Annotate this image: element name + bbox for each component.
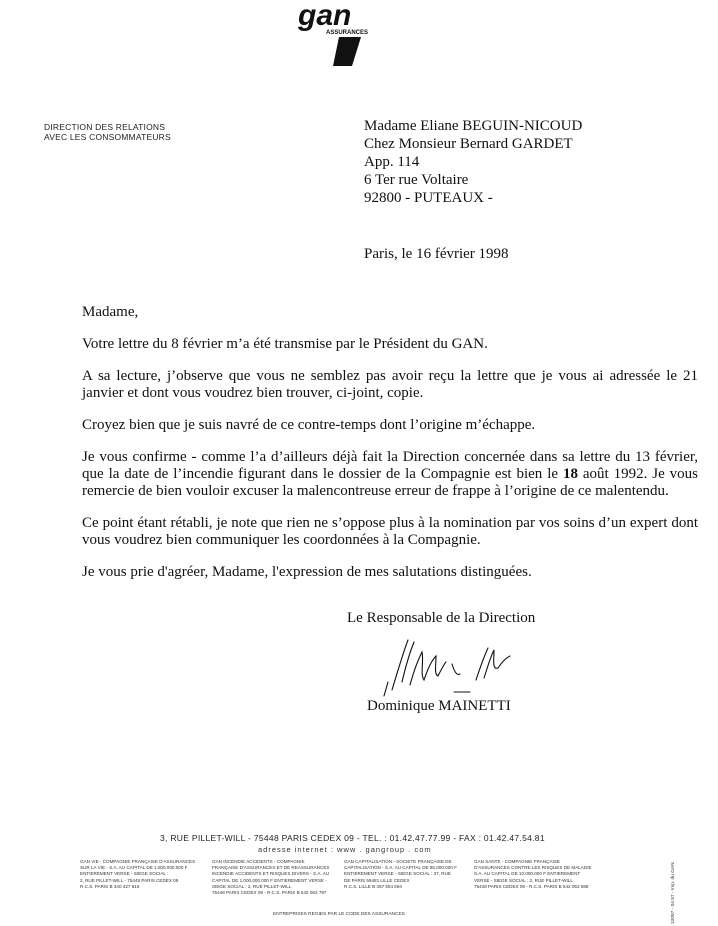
handwritten-signature <box>380 630 520 700</box>
paragraph-4 <box>82 449 698 500</box>
logo-brand: gan <box>298 0 352 32</box>
sender-department <box>44 122 171 142</box>
footer-line: CAPITAL DE 1.000.000.000 F ENTIEREMENT VERSE - <box>212 877 327 883</box>
footer-legal-note: ENTREPRISES REGIES PAR LE CODE DES ASSURANCES <box>273 912 405 917</box>
footer-line: 75448 PARIS CEDEX 09 - R.C.S. PARIS B 542 063 797 <box>212 890 327 896</box>
footer-line: R.C.S. LILLE B 457 504 694 <box>344 883 402 889</box>
footer-line: 75448 PARIS CEDEX 09 - R.C.S. PARIS B 542 063 888 <box>474 883 589 889</box>
recipient-line: App. 114 <box>364 154 420 170</box>
footer-company-gan-sante <box>474 859 594 890</box>
signatory-title: Le Responsable de la Direction <box>347 610 536 626</box>
print-reference-text: 10097 - 04.97 - Imp. du GAN <box>671 862 676 924</box>
closing-formula: Je vous prie d'agréer, Madame, l'expression de mes salutations distinguées. <box>82 564 532 580</box>
signature-drawing <box>380 630 520 700</box>
footer-line: SUR LA VIE - S.A. AU CAPITAL DE 1.000.000.000 F <box>80 865 188 871</box>
footer-line: DE PARIS 59481 LILLE CEDEX <box>344 877 410 883</box>
paragraph-4-end: août 1992. Je vous remercie de bien vouloir excuser la malencontreuse erreur de frappe à l’origine de ce malentendu. <box>82 466 698 499</box>
signatory-name: Dominique MAINETTI <box>367 698 511 714</box>
footer-company-gan-capitalisation <box>344 859 464 890</box>
sender-line-2: AVEC LES CONSOMMATEURS <box>44 132 171 142</box>
paragraph-1: Votre lettre du 8 février m’a été transmise par le Président du GAN. <box>82 336 488 352</box>
footer-line: GAN INCENDIE ACCIDENTS - COMPAGNIE <box>212 859 305 864</box>
letter-date: Paris, le 16 février 1998 <box>364 246 509 262</box>
recipient-line: 92800 - PUTEAUX - <box>364 190 493 206</box>
letter-body <box>82 304 698 596</box>
footer-line: 2, RUE PILLET-WILL - 75448 PARIS CEDEX 09 <box>80 877 179 883</box>
footer-line: VERSE - SIEGE SOCIAL : 2, RUE PILLET-WILL <box>474 877 573 883</box>
footer-line: CAPITALISATION - S.A. AU CAPITAL DE 85.000.000 F <box>344 865 457 871</box>
paragraph-3: Croyez bien que je suis navré de ce contre-temps dont l’origine m’échappe. <box>82 417 536 433</box>
recipient-line: Chez Monsieur Bernard GARDET <box>364 136 573 152</box>
logo-sub: ASSURANCES <box>326 30 369 36</box>
footer-line: FRANÇAISE D'ASSURANCES ET DE REASSURANCES <box>212 865 330 871</box>
paragraph-4-day: 18 <box>562 466 578 482</box>
footer-line: ENTIEREMENT VERSE - SIEGE SOCIAL : 37, RUE <box>344 871 451 877</box>
footer-company-gan-incendie <box>212 859 332 896</box>
footer-line: S.A. AU CAPITAL DE 10.000.000 F ENTIEREMENT <box>474 871 581 877</box>
paragraph-4-start: Je vous confirme - comme l’a d’ailleurs déjà fait la Direction concernée dans sa lettre du 13 février, que la date de l’incendie figurant dans le dossier de la Compagnie est bien le <box>82 449 698 482</box>
footer-company-gan-vie <box>80 859 200 890</box>
footer-line: GAN SANTE - COMPAGNIE FRANÇAISE <box>474 859 560 864</box>
footer-line: SIEGE SOCIAL : 2, RUE PILLET-WILL <box>212 883 292 889</box>
footer-line: GAN CAPITALISATION - SOCIETE FRANÇAISE DE <box>344 859 452 864</box>
footer-line: R.C.S. PARIS B 340 427 616 <box>80 883 140 889</box>
print-reference <box>671 836 681 926</box>
footer-website: adresse internet : www . gangroup . com <box>258 845 432 854</box>
footer-address: 3, RUE PILLET-WILL - 75448 PARIS CEDEX 09 - TEL. : 01.42.47.77.99 - FAX : 01.42.47.54.81 <box>160 833 545 843</box>
footer-line: GAN VIE - COMPAGNIE FRANÇAISE D'ASSURANCES <box>80 859 196 864</box>
footer-line: ENTIEREMENT VERSE - SIEGE SOCIAL : <box>80 871 169 877</box>
paragraph-2: A sa lecture, j’observe que vous ne semblez pas avoir reçu la lettre que je vous ai adressée le 21 janvier et dont vous voudrez bien trouver, ci-joint, copie. <box>82 368 698 401</box>
paragraph-5: Ce point étant rétabli, je note que rien ne s’oppose plus à la nomination par vos soins d’un expert dont vous voudrez bien communiquer les coordonnées à la Compagnie. <box>82 515 698 548</box>
recipient-line: Madame Eliane BEGUIN-NICOUD <box>364 118 583 134</box>
gan-logo <box>296 0 376 70</box>
sender-line-1: DIRECTION DES RELATIONS <box>44 122 166 132</box>
footer-line: INCENDIE ACCIDENTS ET RISQUES DIVERS - S.A. AU <box>212 871 330 877</box>
recipient-address <box>364 117 582 207</box>
salutation: Madame, <box>82 304 139 320</box>
footer-line: D'ASSURANCES CONTRE LES RISQUES DE MALADIE <box>474 865 592 871</box>
recipient-line: 6 Ter rue Voltaire <box>364 172 469 188</box>
gan-logo-mark <box>296 0 376 70</box>
